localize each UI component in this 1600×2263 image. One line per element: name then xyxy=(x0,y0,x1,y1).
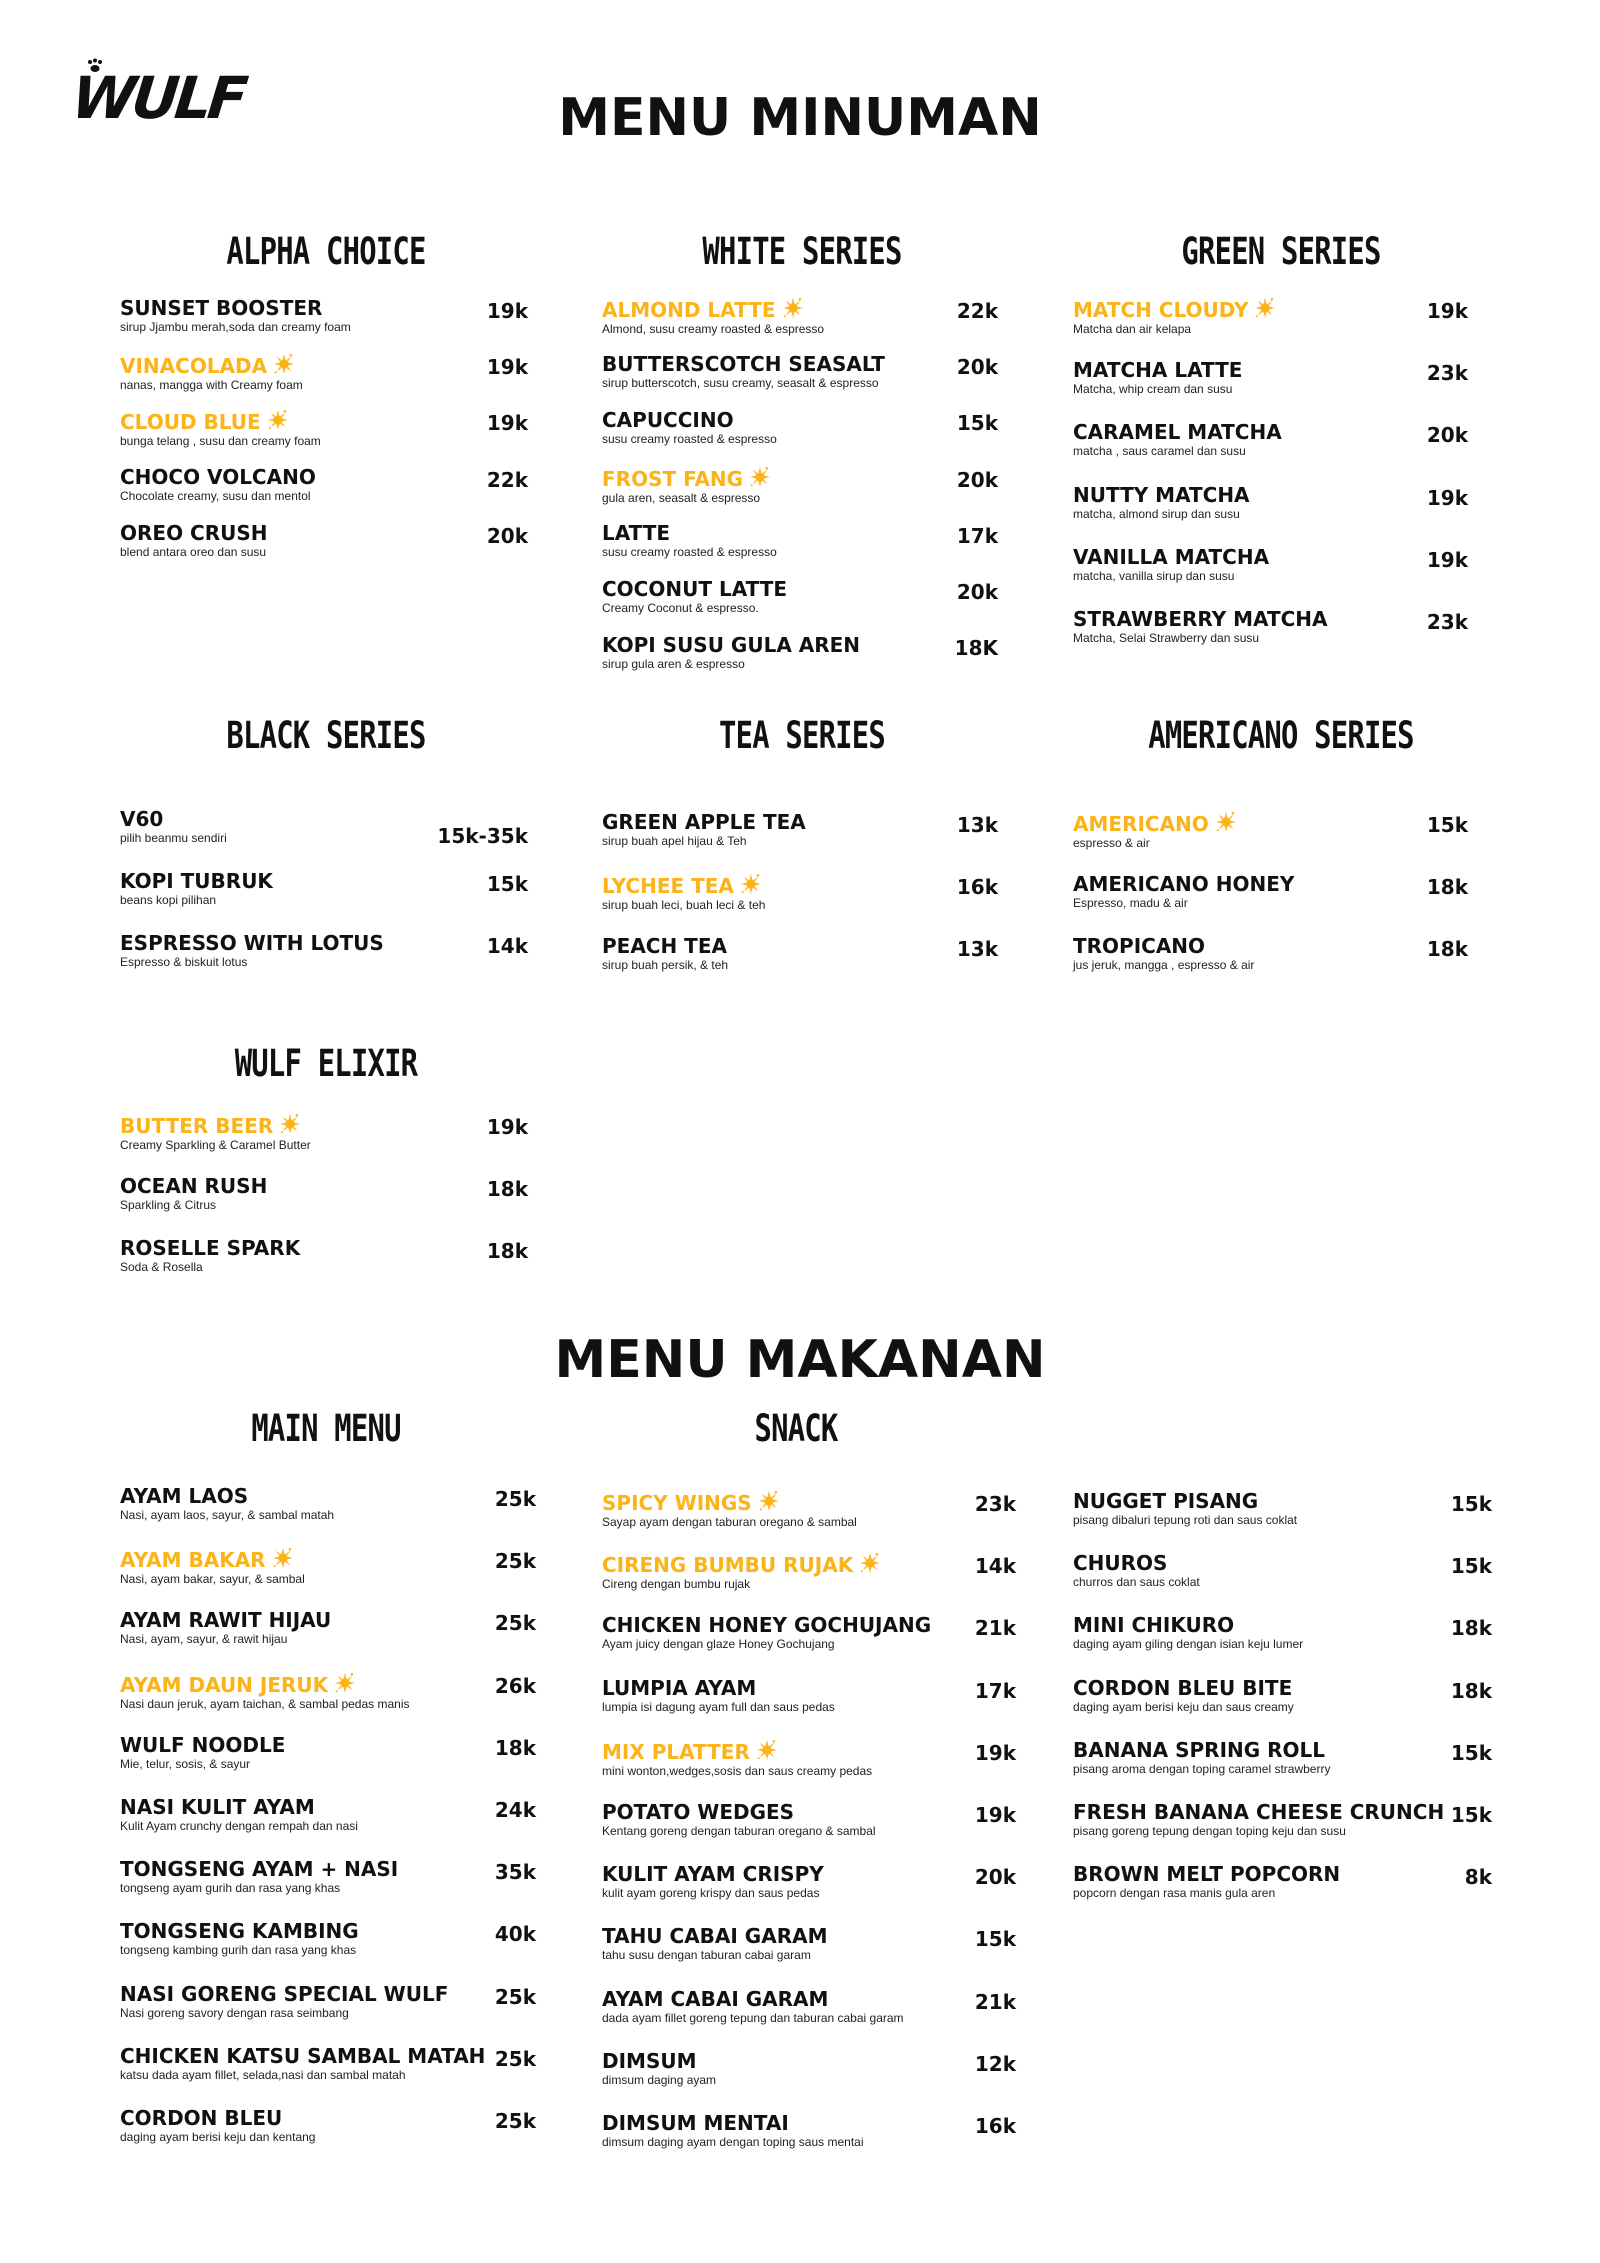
item-name: CORDON BLEU xyxy=(120,2106,283,2130)
item-description: beans kopi pilihan xyxy=(120,893,217,908)
item-description: dimsum daging ayam dengan toping saus mentai xyxy=(602,2135,864,2149)
item-price: 22k xyxy=(486,467,528,492)
item-price: 20k xyxy=(956,355,998,380)
menu-item-lychee-tea xyxy=(602,873,998,913)
item-description: sirup butterscotch, susu creamy, seasalt & espresso xyxy=(602,376,879,391)
burst-svg xyxy=(1254,297,1276,319)
item-price: 25k xyxy=(494,1611,536,1636)
item-name: KOPI TUBRUK xyxy=(120,869,273,894)
menu-item-americano xyxy=(1073,811,1468,851)
menu-item-almond-latte xyxy=(602,297,998,337)
item-name: NASI KULIT AYAM xyxy=(120,1795,315,1819)
item-name: TONGSENG AYAM + NASI xyxy=(120,1857,399,1882)
item-price: 20k xyxy=(956,580,998,604)
item-name: LUMPIA AYAM xyxy=(602,1675,757,1700)
item-name: CORDON BLEU BITE xyxy=(1073,1675,1293,1700)
menu-item-wulf-noodle xyxy=(120,1734,536,1772)
item-price: 18k xyxy=(494,1735,536,1760)
item-description: kulit ayam goreng krispy dan saus pedas xyxy=(602,1886,820,1901)
item-price: 17k xyxy=(956,523,998,548)
item-description: sirup buah apel hijau & Teh xyxy=(602,834,747,848)
item-description: katsu dada ayam fillet, selada,nasi dan sambal matah xyxy=(120,2067,406,2082)
menu-item-mix-platter xyxy=(602,1739,1016,1779)
item-description: Creamy Sparkling & Caramel Butter xyxy=(120,1138,311,1152)
item-name: WULF NOODLE xyxy=(120,1732,286,1757)
recommended-burst-icon xyxy=(272,1547,294,1569)
item-name: AYAM CABAI GARAM xyxy=(602,1986,829,2011)
item-price: 19k xyxy=(1426,299,1468,323)
item-price: 19k xyxy=(974,1803,1016,1827)
item-price: 18k xyxy=(1450,1678,1492,1703)
item-description: Espresso, madu & air xyxy=(1073,896,1188,911)
item-name: CARAMEL MATCHA xyxy=(1073,420,1282,445)
item-description: Cireng dengan bumbu rujak xyxy=(602,1577,751,1592)
burst-svg xyxy=(273,353,295,375)
recommended-burst-icon xyxy=(1254,297,1276,319)
burst-svg xyxy=(859,1552,881,1574)
item-price: 18k xyxy=(1450,1616,1492,1641)
menu-item-chicken-honey-gochujang xyxy=(602,1614,1016,1652)
item-price: 15k xyxy=(1450,1554,1492,1579)
menu-item-ayam-rawit-hijau xyxy=(120,1609,536,1647)
item-description: churros dan saus coklat xyxy=(1073,1575,1200,1590)
item-price: 13k xyxy=(956,937,998,962)
item-name: LATTE xyxy=(602,520,671,545)
burst-svg xyxy=(334,1672,356,1694)
item-price: 21k xyxy=(974,1989,1016,2014)
item-description: Kulit Ayam crunchy dengan rempah dan nasi xyxy=(120,1819,358,1833)
item-name: AYAM LAOS xyxy=(120,1484,249,1508)
item-price: 40k xyxy=(494,1922,536,1947)
item-name: KOPI SUSU GULA AREN xyxy=(602,633,861,658)
item-name: COCONUT LATTE xyxy=(602,577,788,601)
item-name: LYCHEE TEA xyxy=(602,874,734,899)
burst-svg xyxy=(1215,811,1237,833)
menu-item-kopi-susu-gula-aren xyxy=(602,634,998,672)
item-name: NUTTY MATCHA xyxy=(1073,482,1250,507)
item-description: Almond, susu creamy roasted & espresso xyxy=(602,322,825,336)
item-description: pisang aroma dengan toping caramel strawberry xyxy=(1073,1761,1331,1776)
burst-svg xyxy=(756,1739,778,1761)
menu-item-nutty-matcha xyxy=(1073,484,1468,522)
menu-item-espresso-with-lotus xyxy=(120,932,528,970)
item-price: 18k xyxy=(486,1239,528,1264)
item-description: tongseng ayam gurih dan rasa yang khas xyxy=(120,1881,341,1896)
item-name: ALMOND LATTE xyxy=(602,298,776,322)
item-name: CIRENG BUMBU RUJAK xyxy=(602,1553,854,1578)
item-name: AYAM BAKAR xyxy=(120,1548,266,1573)
item-name: TONGSENG KAMBING xyxy=(120,1919,359,1944)
item-description: matcha , saus caramel dan susu xyxy=(1073,444,1246,459)
burst-svg xyxy=(749,466,771,488)
menu-item-churos xyxy=(1073,1552,1492,1590)
logo-text: WULF xyxy=(68,64,248,132)
item-description: mini wonton,wedges,sosis dan saus creamy pedas xyxy=(602,1763,873,1778)
item-description: bunga telang , susu dan creamy foam xyxy=(120,434,321,449)
item-description: dimsum daging ayam xyxy=(602,2072,717,2087)
item-price: 19k xyxy=(1426,547,1468,572)
section-title-black-series: BLACK SERIES xyxy=(226,714,426,757)
item-price: 22k xyxy=(956,299,998,323)
item-name: FRESH BANANA CHEESE CRUNCH xyxy=(1073,1800,1445,1824)
item-description: daging ayam berisi keju dan saus creamy xyxy=(1073,1699,1294,1714)
menu-item-capuccino xyxy=(602,409,998,447)
menu-item-americano-honey xyxy=(1073,873,1468,911)
item-description: pisang goreng tepung dengan toping keju dan susu xyxy=(1073,1824,1346,1838)
recommended-burst-icon xyxy=(756,1739,778,1761)
item-price: 19k xyxy=(486,299,528,323)
menu-item-tropicano xyxy=(1073,935,1468,973)
item-name: OREO CRUSH xyxy=(120,520,268,545)
recommended-burst-icon xyxy=(273,353,295,375)
item-name: CHICKEN HONEY GOCHUJANG xyxy=(602,1613,932,1638)
menu-item-match-cloudy xyxy=(1073,297,1468,337)
item-description: sirup buah persik, & teh xyxy=(602,958,729,973)
item-price: 13k xyxy=(956,813,998,837)
item-name: BROWN MELT POPCORN xyxy=(1073,1862,1341,1887)
menu-item-lumpia-ayam xyxy=(602,1677,1016,1715)
menu-item-chicken-katsu-sambal-matah xyxy=(120,2045,536,2083)
menu-item-latte xyxy=(602,522,998,560)
item-price: 23k xyxy=(974,1492,1016,1516)
item-price: 15k xyxy=(1450,1803,1492,1827)
item-description: Matcha dan air kelapa xyxy=(1073,322,1192,336)
item-description: sirup gula aren & espresso xyxy=(602,657,745,672)
item-price: 14k xyxy=(974,1554,1016,1579)
item-price: 17k xyxy=(974,1678,1016,1703)
item-description: jus jeruk, mangga , espresso & air xyxy=(1073,958,1255,973)
menu-item-dimsum-mentai xyxy=(602,2112,1016,2150)
item-description: gula aren, seasalt & espresso xyxy=(602,490,761,505)
item-description: Nasi, ayam bakar, sayur, & sambal xyxy=(120,1572,305,1587)
item-description: sirup Jjambu merah,soda dan creamy foam xyxy=(120,320,351,334)
item-description: Nasi goreng savory dengan rasa seimbang xyxy=(120,2005,349,2020)
item-name: FROST FANG xyxy=(602,466,744,491)
item-name: AYAM RAWIT HIJAU xyxy=(120,1608,332,1633)
item-description: Soda & Rosella xyxy=(120,1260,203,1275)
item-price: 25k xyxy=(494,2109,536,2133)
section-title-white-series: WHITE SERIES xyxy=(702,230,902,273)
menu-item-tongseng-kambing xyxy=(120,1920,536,1958)
recommended-burst-icon xyxy=(267,409,289,431)
section-title-main-menu: MAIN MENU xyxy=(251,1407,401,1450)
item-name: AMERICANO xyxy=(1073,812,1209,836)
item-name: MATCHA LATTE xyxy=(1073,358,1243,383)
menu-item-frost-fang xyxy=(602,466,998,506)
item-name: AYAM DAUN JERUK xyxy=(120,1672,329,1697)
item-description: nanas, mangga with Creamy foam xyxy=(120,378,303,393)
item-price: 26k xyxy=(494,1673,536,1698)
item-name: POTATO WEDGES xyxy=(602,1800,795,1824)
menu-item-sunset-booster xyxy=(120,297,528,335)
item-description: Mie, telur, sosis, & sayur xyxy=(120,1756,251,1771)
item-description: sirup buah leci, buah leci & teh xyxy=(602,898,766,913)
item-name: V60 xyxy=(120,807,164,831)
section-title-wulf-elixir: WULF ELIXIR xyxy=(234,1042,418,1085)
item-name: STRAWBERRY MATCHA xyxy=(1073,607,1328,631)
item-price: 18K xyxy=(954,636,998,661)
item-price: 20k xyxy=(956,467,998,492)
item-name: PEACH TEA xyxy=(602,934,727,959)
item-price: 8k xyxy=(1464,1865,1492,1890)
item-price: 20k xyxy=(1426,423,1468,448)
menu-item-nugget-pisang xyxy=(1073,1490,1492,1528)
item-name: CLOUD BLUE xyxy=(120,410,261,435)
menu-item-ocean-rush xyxy=(120,1175,528,1213)
item-price: 18k xyxy=(486,1177,528,1202)
burst-svg xyxy=(272,1547,294,1569)
item-name: TAHU CABAI GARAM xyxy=(602,1924,828,1949)
menu-item-oreo-crush xyxy=(120,522,528,560)
recommended-burst-icon xyxy=(859,1552,881,1574)
item-description: Matcha, Selai Strawberry dan susu xyxy=(1073,631,1260,645)
item-description: tahu susu dengan taburan cabai garam xyxy=(602,1948,811,1963)
food-menu-title: MENU MAKANAN xyxy=(554,1330,1046,1390)
item-price: 15k xyxy=(1426,813,1468,837)
menu-item-fresh-banana-cheese-crunch xyxy=(1073,1801,1492,1839)
item-name: OCEAN RUSH xyxy=(120,1174,268,1199)
item-name: ROSELLE SPARK xyxy=(120,1236,301,1261)
item-name: DIMSUM MENTAI xyxy=(602,2111,789,2135)
item-description: Sparkling & Citrus xyxy=(120,1198,217,1213)
item-price: 14k xyxy=(486,934,528,959)
menu-item-v60 xyxy=(120,808,528,846)
item-price: 15k-35k xyxy=(437,824,528,848)
recommended-burst-icon xyxy=(758,1490,780,1512)
item-price: 19k xyxy=(486,411,528,436)
menu-item-dimsum xyxy=(602,2050,1016,2088)
section-title-americano-series: AMERICANO SERIES xyxy=(1148,714,1414,757)
menu-item-spicy-wings xyxy=(602,1490,1016,1530)
item-description: tongseng kambing gurih dan rasa yang khas xyxy=(120,1943,357,1958)
item-description: Kentang goreng dengan taburan oregano & sambal xyxy=(602,1824,876,1838)
item-price: 24k xyxy=(494,1798,536,1822)
item-price: 15k xyxy=(486,872,528,897)
item-price: 25k xyxy=(494,1549,536,1574)
item-description: Nasi, ayam laos, sayur, & sambal matah xyxy=(120,1508,335,1522)
menu-item-choco-volcano xyxy=(120,466,528,504)
item-description: pisang dibaluri tepung roti dan saus coklat xyxy=(1073,1513,1298,1527)
menu-item-nasi-goreng-special-wulf xyxy=(120,1983,536,2021)
item-description: susu creamy roasted & espresso xyxy=(602,544,777,559)
recommended-burst-icon xyxy=(334,1672,356,1694)
recommended-burst-icon xyxy=(279,1113,301,1135)
item-name: VINACOLADA xyxy=(120,354,268,379)
item-price: 16k xyxy=(956,875,998,900)
section-title-alpha-choice: ALPHA CHOICE xyxy=(226,230,426,273)
item-name: CHUROS xyxy=(1073,1551,1168,1576)
section-title-green-series: GREEN SERIES xyxy=(1181,230,1381,273)
menu-item-brown-melt-popcorn xyxy=(1073,1863,1492,1901)
menu-item-cireng-bumbu-rujak xyxy=(602,1552,1016,1592)
item-price: 19k xyxy=(486,355,528,380)
item-price: 16k xyxy=(974,2114,1016,2138)
item-description: Nasi daun jeruk, ayam taichan, & sambal pedas manis xyxy=(120,1696,410,1711)
item-price: 15k xyxy=(974,1927,1016,1952)
item-price: 20k xyxy=(974,1865,1016,1890)
menu-item-banana-spring-roll xyxy=(1073,1739,1492,1777)
item-description: popcorn dengan rasa manis gula aren xyxy=(1073,1886,1276,1901)
item-description: daging ayam giling dengan isian keju lumer xyxy=(1073,1637,1304,1652)
menu-item-ayam-laos xyxy=(120,1485,536,1523)
item-price: 25k xyxy=(494,1984,536,2009)
item-description: Ayam juicy dengan glaze Honey Gochujang xyxy=(602,1637,835,1652)
item-name: MATCH CLOUDY xyxy=(1073,298,1249,322)
item-name: BANANA SPRING ROLL xyxy=(1073,1737,1326,1762)
item-description: lumpia isi dagung ayam full dan saus pedas xyxy=(602,1699,835,1714)
item-price: 35k xyxy=(494,1860,536,1885)
menu-item-kopi-tubruk xyxy=(120,870,528,908)
item-price: 15k xyxy=(956,411,998,436)
menu-item-ayam-daun-jeruk xyxy=(120,1672,536,1712)
item-price: 19k xyxy=(1426,485,1468,510)
item-price: 15k xyxy=(1450,1492,1492,1516)
burst-svg xyxy=(279,1113,301,1135)
burst-svg xyxy=(740,873,762,895)
item-description: dada ayam fillet goreng tepung dan taburan cabai garam xyxy=(602,2010,904,2025)
item-price: 21k xyxy=(974,1616,1016,1641)
menu-item-coconut-latte xyxy=(602,578,998,616)
item-description: pilih beanmu sendiri xyxy=(120,831,227,845)
item-name: CAPUCCINO xyxy=(602,408,734,433)
menu-item-tongseng-ayam-nasi xyxy=(120,1858,536,1896)
menu-item-peach-tea xyxy=(602,935,998,973)
section-title-snack: SNACK xyxy=(754,1407,838,1450)
item-name: CHOCO VOLCANO xyxy=(120,464,316,489)
item-name: GREEN APPLE TEA xyxy=(602,810,806,834)
recommended-burst-icon xyxy=(782,297,804,319)
menu-item-mini-chikuro xyxy=(1073,1614,1492,1652)
item-description: Sayap ayam dengan taburan oregano & sambal xyxy=(602,1515,857,1529)
menu-item-caramel-matcha xyxy=(1073,421,1468,459)
item-price: 20k xyxy=(486,523,528,548)
menu-item-butterscotch-seasalt xyxy=(602,353,998,391)
menu-item-cordon-bleu-bite xyxy=(1073,1677,1492,1715)
item-description: Espresso & biskuit lotus xyxy=(120,955,248,970)
menu-item-matcha-latte xyxy=(1073,359,1468,397)
menu-item-butter-beer xyxy=(120,1113,528,1153)
item-name: BUTTERSCOTCH SEASALT xyxy=(602,352,885,377)
item-price: 23k xyxy=(1426,361,1468,386)
item-name: DIMSUM xyxy=(602,2048,697,2073)
item-name: NASI GORENG SPECIAL WULF xyxy=(120,1981,449,2006)
item-name: ESPRESSO WITH LOTUS xyxy=(120,931,384,956)
menu-item-cloud-blue xyxy=(120,409,528,449)
item-name: TROPICANO xyxy=(1073,934,1206,959)
item-description: matcha, vanilla sirup dan susu xyxy=(1073,568,1235,583)
item-description: Creamy Coconut & espresso. xyxy=(602,601,759,615)
menu-item-tahu-cabai-garam xyxy=(602,1925,1016,1963)
item-name: NUGGET PISANG xyxy=(1073,1489,1259,1513)
menu-item-roselle-spark xyxy=(120,1237,528,1275)
menu-item-ayam-cabai-garam xyxy=(602,1988,1016,2026)
item-price: 19k xyxy=(486,1115,528,1139)
burst-svg xyxy=(782,297,804,319)
burst-svg xyxy=(267,409,289,431)
menu-item-kulit-ayam-crispy xyxy=(602,1863,1016,1901)
recommended-burst-icon xyxy=(740,873,762,895)
menu-item-green-apple-tea xyxy=(602,811,998,849)
item-name: CHICKEN KATSU SAMBAL MATAH xyxy=(120,2043,486,2068)
item-description: espresso & air xyxy=(1073,836,1150,850)
item-description: Nasi, ayam, sayur, & rawit hijau xyxy=(120,1632,288,1647)
item-price: 15k xyxy=(1450,1740,1492,1765)
section-title-tea-series: TEA SERIES xyxy=(719,714,885,757)
menu-item-strawberry-matcha xyxy=(1073,608,1468,646)
item-description: susu creamy roasted & espresso xyxy=(602,432,777,447)
item-price: 25k xyxy=(494,1487,536,1511)
item-name: SUNSET BOOSTER xyxy=(120,296,323,320)
item-price: 23k xyxy=(1426,610,1468,634)
drinks-menu-title: MENU MINUMAN xyxy=(558,88,1042,148)
item-name: BUTTER BEER xyxy=(120,1114,274,1138)
item-description: daging ayam berisi keju dan kentang xyxy=(120,2130,316,2144)
burst-svg xyxy=(758,1490,780,1512)
item-name: MIX PLATTER xyxy=(602,1739,750,1764)
item-name: VANILLA MATCHA xyxy=(1073,544,1270,569)
recommended-burst-icon xyxy=(1215,811,1237,833)
item-price: 18k xyxy=(1426,937,1468,962)
item-name: AMERICANO HONEY xyxy=(1073,872,1295,897)
item-description: Chocolate creamy, susu dan mentol xyxy=(120,488,311,503)
recommended-burst-icon xyxy=(749,466,771,488)
item-name: SPICY WINGS xyxy=(602,1491,752,1515)
item-description: matcha, almond sirup dan susu xyxy=(1073,506,1240,521)
item-price: 19k xyxy=(974,1740,1016,1765)
item-price: 25k xyxy=(494,2046,536,2071)
item-price: 12k xyxy=(974,2051,1016,2076)
item-price: 18k xyxy=(1426,875,1468,900)
menu-item-vinacolada xyxy=(120,353,528,393)
item-description: blend antara oreo dan susu xyxy=(120,544,267,559)
menu-item-cordon-bleu xyxy=(120,2107,536,2145)
menu-item-vanilla-matcha xyxy=(1073,546,1468,584)
menu-item-ayam-bakar xyxy=(120,1547,536,1587)
item-description: Matcha, whip cream dan susu xyxy=(1073,382,1233,397)
menu-item-potato-wedges xyxy=(602,1801,1016,1839)
menu-item-nasi-kulit-ayam xyxy=(120,1796,536,1834)
item-name: MINI CHIKURO xyxy=(1073,1613,1235,1638)
item-name: KULIT AYAM CRISPY xyxy=(602,1862,824,1887)
